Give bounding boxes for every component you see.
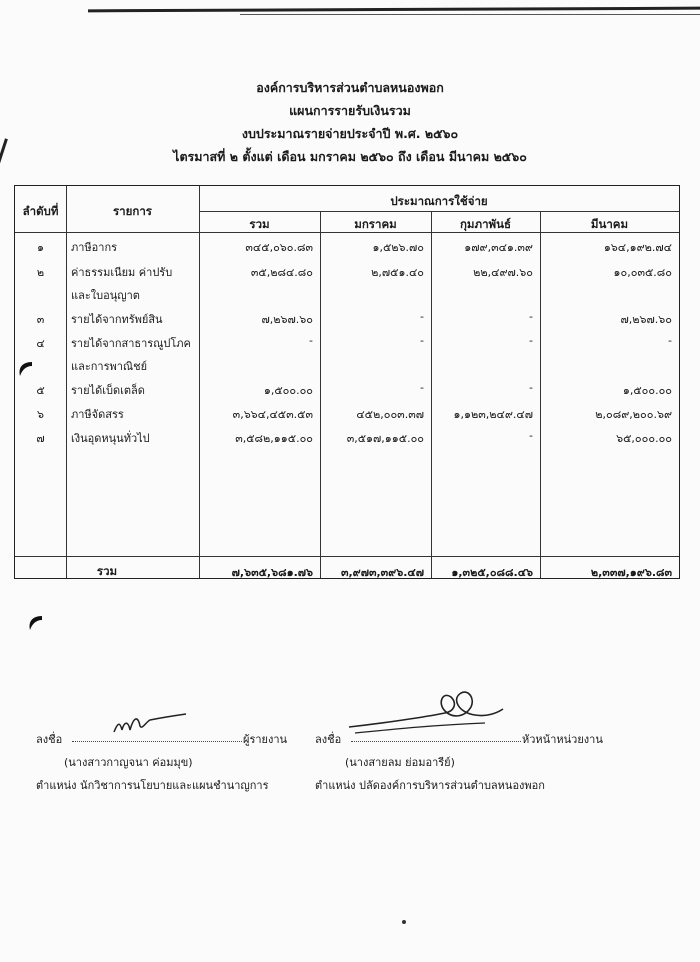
- row-4-jan: -: [420, 334, 424, 347]
- row-4-total: -: [309, 334, 313, 347]
- row-7-mar: ๖๕,๐๐๐.๐๐: [616, 432, 672, 445]
- left-sign-name: (นางสาวกาญจนา ค่อมมุข): [64, 756, 193, 769]
- row-2-item-line2: และใบอนุญาต: [71, 289, 140, 302]
- row-6-no: ๖: [37, 408, 44, 421]
- row-2-feb: ๒๒,๔๙๗.๖๐: [473, 266, 533, 279]
- row-4-mar: -: [668, 334, 672, 347]
- right-sign-name: (นางสายลม ย่อมอารีย์): [345, 756, 455, 769]
- header-jan: มกราคม: [354, 217, 397, 231]
- row-2-item: ค่าธรรมเนียม ค่าปรับ: [71, 266, 173, 279]
- row-5-jan: -: [420, 381, 424, 394]
- left-sign-line: [72, 741, 242, 742]
- row-3-feb: -: [529, 310, 533, 323]
- right-handwritten-signature: [345, 683, 505, 741]
- org-title: องค์การบริหารส่วนตำบลหนองพอก: [256, 80, 444, 95]
- row-1-feb: ๑๗๙,๓๔๑.๓๙: [464, 241, 533, 254]
- totals-jan: ๓,๙๗๓,๓๙๖.๔๗: [340, 566, 424, 579]
- totals-label: รวม: [96, 564, 118, 578]
- row-3-total: ๗,๒๖๗.๖๐: [261, 313, 313, 326]
- header-total: รวม: [249, 217, 270, 231]
- row-7-jan: ๓,๕๑๗,๑๑๕.๐๐: [346, 432, 424, 445]
- row-5-mar: ๑,๕๐๐.๐๐: [622, 384, 672, 397]
- revenue-table: [14, 185, 680, 579]
- scan-edge-line: [88, 7, 700, 13]
- right-sign-position: ตำแหน่ง ปลัดองค์การบริหารส่วนตำบลหนองพอก: [315, 779, 545, 792]
- scan-speck: [402, 920, 406, 924]
- row-5-total: ๑,๕๐๐.๐๐: [263, 384, 313, 397]
- row-7-no: ๗: [36, 432, 45, 445]
- left-sign-position: ตำแหน่ง นักวิชาการนโยบายและแผนชำนาญการ: [36, 779, 269, 792]
- period: ไตรมาสที่ ๒ ตั้งแต่ เดือน มกราคม ๒๕๖๐ ถึง เดือน มีนาคม ๒๕๖๐: [173, 149, 527, 164]
- row-7-feb: -: [529, 429, 533, 442]
- row-5-feb: -: [529, 381, 533, 394]
- margin-mark: [26, 614, 46, 632]
- totals-total: ๗,๖๓๕,๖๘๑.๗๖: [231, 566, 313, 579]
- row-2-mar: ๑๐,๐๓๕.๘๐: [613, 266, 672, 279]
- header-no: ลำดับที่: [22, 204, 59, 218]
- right-sign-label: ลงชื่อ: [315, 733, 342, 746]
- right-sign-line: [351, 741, 521, 742]
- left-sign-label: ลงชื่อ: [36, 733, 63, 746]
- row-3-item: รายได้จากทรัพย์สิน: [71, 313, 163, 326]
- right-sign-role: หัวหน้าหน่วยงาน: [522, 733, 603, 746]
- row-3-jan: -: [420, 310, 424, 323]
- row-6-item: ภาษีจัดสรร: [71, 408, 124, 421]
- header-group: ประมาณการใช้จ่าย: [390, 194, 488, 208]
- row-2-total: ๓๕,๒๘๔.๘๐: [250, 266, 313, 279]
- row-6-feb: ๑,๑๒๓,๒๔๙.๔๗: [453, 408, 533, 421]
- row-7-item: เงินอุดหนุนทั่วไป: [71, 432, 150, 445]
- row-3-mar: ๗,๒๖๗.๖๐: [620, 313, 672, 326]
- row-1-mar: ๑๖๔,๑๙๒.๗๔: [603, 241, 672, 254]
- header-mar: มีนาคม: [590, 217, 629, 231]
- row-2-no: ๒: [36, 266, 45, 279]
- document-title: แผนการรายรับเงินรวม: [289, 103, 411, 118]
- header-feb: กุมภาพันธ์: [459, 217, 512, 231]
- row-1-no: ๑: [37, 241, 44, 254]
- totals-feb: ๑,๓๒๕,๐๘๘.๔๖: [451, 566, 533, 579]
- row-5-no: ๕: [36, 384, 45, 397]
- row-4-item-line2: และการพาณิชย์: [71, 360, 148, 373]
- row-1-total: ๓๔๕,๐๖๐.๘๓: [245, 241, 313, 254]
- totals-mar: ๒,๓๓๗,๑๙๖.๘๓: [590, 566, 672, 579]
- row-1-jan: ๑,๕๒๖.๗๐: [372, 241, 424, 254]
- row-1-item: ภาษีอากร: [71, 241, 118, 254]
- scan-edge-line-thin: [240, 14, 700, 15]
- row-3-no: ๓: [36, 313, 45, 326]
- row-5-item: รายได้เบ็ดเตล็ด: [71, 384, 145, 397]
- budget-year: งบประมาณรายจ่ายประจำปี พ.ศ. ๒๕๖๐: [241, 126, 459, 141]
- row-6-mar: ๒,๐๘๙,๒๐๐.๖๙: [595, 408, 672, 421]
- row-2-jan: ๒,๗๕๑.๔๐: [371, 266, 424, 279]
- left-handwritten-signature: [110, 708, 190, 738]
- row-7-total: ๓,๕๘๒,๑๑๕.๐๐: [235, 432, 313, 445]
- row-6-total: ๓,๖๖๔,๔๕๓.๕๓: [232, 408, 313, 421]
- row-4-item: รายได้จากสาธารณูปโภค: [71, 337, 191, 350]
- header-item: รายการ: [113, 204, 152, 218]
- row-4-feb: -: [529, 334, 533, 347]
- left-sign-role: ผู้รายงาน: [243, 733, 288, 746]
- margin-mark: [16, 360, 36, 378]
- row-4-no: ๔: [36, 337, 45, 350]
- row-6-jan: ๔๕๒,๐๐๓.๓๗: [356, 408, 424, 421]
